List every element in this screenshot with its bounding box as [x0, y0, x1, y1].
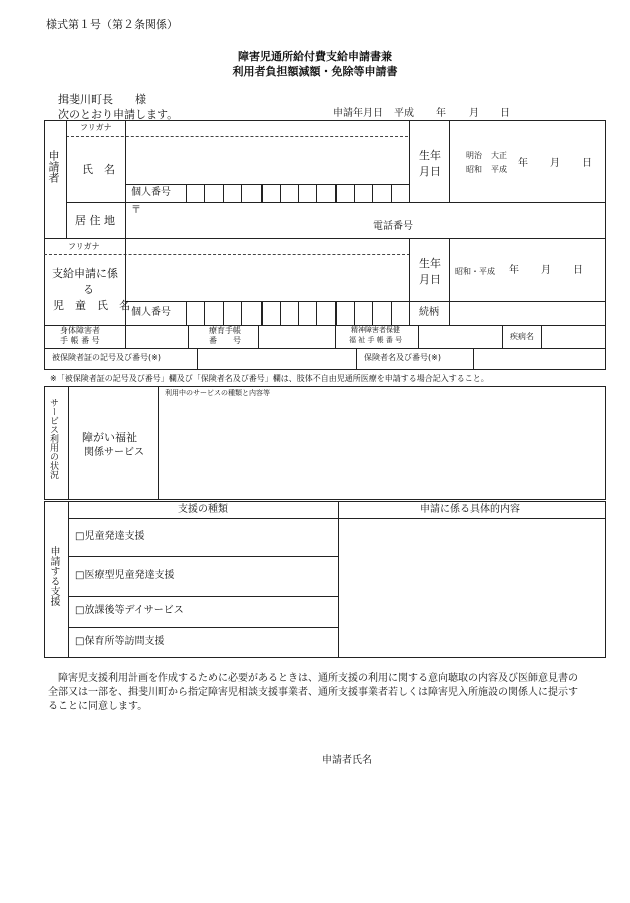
support-type-header: 支援の種類	[178, 504, 228, 515]
support-item-nursery-visit[interactable]: □保育所等訪問支援	[75, 636, 165, 647]
applicant-birth-year: 年	[518, 158, 528, 169]
ryoiku-label-2: 番 号	[209, 336, 241, 345]
support-item-after-school-day-service[interactable]: □放課後等デイサービス	[75, 605, 184, 616]
intro-text: 次のとおり申請します。	[58, 108, 179, 121]
physical-cert-label-1: 身体障害者	[60, 326, 100, 335]
address-field[interactable]	[145, 204, 604, 220]
applicant-birth-label-1: 生年	[419, 149, 441, 162]
applicant-birth-label-2: 月日	[419, 165, 441, 178]
address-label: 居 住 地	[75, 214, 115, 227]
applicant-name-label: 氏 名	[82, 163, 115, 176]
support-item-child-development[interactable]: □児童発達支援	[75, 531, 145, 542]
child-name-label-3: 児 童 氏 名	[53, 299, 130, 312]
date-label: 申請年月日	[333, 108, 383, 119]
applicant-personal-number-label: 個人番号	[131, 187, 171, 198]
era-showa: 昭和	[466, 165, 482, 174]
addressee: 揖斐川町長 様	[58, 93, 146, 106]
title-line-2: 利用者負担額減額・免除等申請書	[232, 65, 398, 78]
title-line-1: 障害児通所給付費支給申請書兼	[238, 50, 392, 63]
date-day: 日	[500, 108, 510, 119]
service-content-label: 利用中のサービスの種類と内容等	[165, 389, 270, 397]
furigana-divider	[66, 136, 408, 137]
date-era: 平成	[394, 108, 414, 119]
child-name-field[interactable]	[127, 256, 407, 300]
mental-label-2: 福 祉 手 帳 番 号	[349, 336, 403, 344]
welfare-label-1: 障がい福祉	[82, 431, 137, 444]
mental-label-1: 精神障害者保健	[351, 326, 400, 334]
applicant-name-field[interactable]	[127, 139, 407, 183]
child-name-label-2: る	[83, 283, 94, 296]
child-birth-month: 月	[541, 265, 551, 276]
welfare-label-2: 関係サービス	[84, 447, 144, 458]
ryoiku-label-1: 療育手帳	[209, 326, 241, 335]
child-era: 昭和・平成	[455, 267, 495, 276]
era-taisho: 大正	[491, 151, 507, 160]
consent-line-2: 全部又は一部を、揖斐川町から指定障害児相談支援事業者、通所支援事業者若しくは障害児入所施設の関係人に提示す	[48, 687, 578, 698]
insurer-label: 保険者名及び番号(※)	[364, 353, 441, 362]
phone-label: 電話番号	[373, 221, 413, 232]
era-meiji: 明治	[466, 151, 482, 160]
applicant-section-label: 申請者	[47, 150, 60, 183]
relation-label: 続柄	[419, 307, 439, 318]
support-side-label: 申請する支援	[48, 546, 59, 606]
insurance-note: ※「被保険者証の記号及び番号」欄及び「保険者名及び番号」欄は、肢体不自由児通所医療を申請する場合記入すること。	[50, 374, 489, 383]
form-number: 様式第１号（第２条関係）	[46, 18, 178, 31]
physical-cert-label-2: 手 帳 番 号	[60, 336, 100, 345]
era-heisei: 平成	[491, 165, 507, 174]
applicant-birth-month: 月	[550, 158, 560, 169]
service-side-label: サービス利用の状況	[48, 398, 58, 479]
date-month: 月	[469, 108, 479, 119]
child-birth-year: 年	[509, 265, 519, 276]
service-content-field[interactable]	[160, 400, 604, 498]
signature-field[interactable]	[385, 750, 595, 770]
insured-label: 被保険者証の記号及び番号(※)	[52, 353, 161, 362]
applicant-furigana-label: フリガナ	[80, 123, 112, 132]
disease-label: 疾病名	[510, 332, 534, 341]
child-name-label-1: 支給申請に係	[52, 267, 118, 280]
postal-mark: 〒	[131, 205, 141, 216]
date-year: 年	[436, 108, 446, 119]
child-birth-label-2: 月日	[419, 273, 441, 286]
support-detail-field[interactable]	[340, 520, 604, 656]
child-birth-day: 日	[573, 265, 583, 276]
consent-line-3: ることに同意します。	[48, 701, 148, 712]
child-birth-label-1: 生年	[419, 257, 441, 270]
support-item-medical-child-development[interactable]: □医療型児童発達支援	[75, 570, 175, 581]
child-furigana-label: フリガナ	[68, 242, 100, 251]
support-detail-header: 申請に係る具体的内容	[420, 504, 520, 515]
consent-line-1: 障害児支援利用計画を作成するために必要があるときは、通所支援の利用に関する意向聴取の内容及び医師意見書の	[58, 673, 578, 684]
signature-label: 申請者氏名	[322, 755, 372, 766]
applicant-birth-day: 日	[582, 158, 592, 169]
child-personal-number-label: 個人番号	[131, 307, 171, 318]
